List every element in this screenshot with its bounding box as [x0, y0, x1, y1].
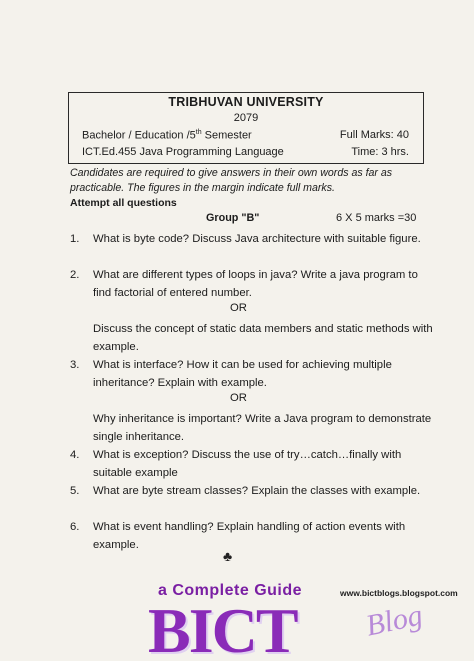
group-marks: 6 X 5 marks =30	[336, 212, 417, 224]
university-name: TRIBHUVAN UNIVERSITY	[168, 95, 324, 109]
watermark-tagline: a Complete Guide	[158, 582, 303, 599]
watermark-brand: BICT	[148, 595, 297, 661]
course-title: ICT.Ed.455 Java Programming Language	[82, 146, 284, 158]
or-separator: OR	[230, 392, 247, 404]
alternative-question-2: Discuss the concept of static data members and static methods with example.	[93, 323, 433, 353]
question-6	[70, 518, 430, 554]
watermark-footer	[0, 580, 474, 661]
question-5	[70, 482, 430, 500]
question-text: What are byte stream classes? Explain the classes with example.	[93, 485, 421, 497]
watermark-url: www.bictblogs.blogspot.com	[340, 588, 458, 598]
question-3	[70, 356, 430, 392]
question-text: What is interface? How it can be used for achieving multiple inheritance? Explain with example.	[93, 359, 392, 389]
question-number: 3.	[70, 359, 80, 371]
question-number: 4.	[70, 449, 80, 461]
question-number: 5.	[70, 485, 80, 497]
question-4	[70, 446, 430, 482]
attempt-all-label: Attempt all questions	[70, 197, 177, 209]
group-label: Group "B"	[206, 212, 260, 224]
question-2	[70, 266, 430, 302]
question-number: 1.	[70, 233, 80, 245]
instructions: Candidates are required to give answers in their own words as far as practicable. The figures in the margin indicate full marks.	[70, 167, 393, 194]
exam-header-box	[68, 92, 424, 164]
or-separator: OR	[230, 302, 247, 314]
question-1	[70, 230, 430, 248]
watermark-blog: Blog	[363, 598, 426, 643]
exam-year: 2079	[233, 112, 259, 124]
program-label: Bachelor / Education /5th Semester	[82, 129, 252, 142]
question-number: 6.	[70, 521, 80, 533]
question-text: What is byte code? Discuss Java architecture with suitable figure.	[93, 233, 421, 245]
exam-time: Time: 3 hrs.	[351, 146, 409, 158]
header-row-course	[82, 146, 409, 158]
alternative-question-3: Why inheritance is important? Write a Java program to demonstrate single inheritance.	[93, 413, 432, 443]
club-icon: ♣	[223, 548, 233, 564]
question-text: What are different types of loops in java? Write a java program to find factorial of entered number.	[93, 269, 418, 299]
question-text: What is exception? Discuss the use of try…catch…finally with suitable example	[93, 449, 402, 479]
header-row-program	[82, 129, 409, 142]
question-number: 2.	[70, 269, 80, 281]
question-text: What is event handling? Explain handling of action events with example.	[93, 521, 406, 551]
full-marks: Full Marks: 40	[339, 129, 409, 141]
